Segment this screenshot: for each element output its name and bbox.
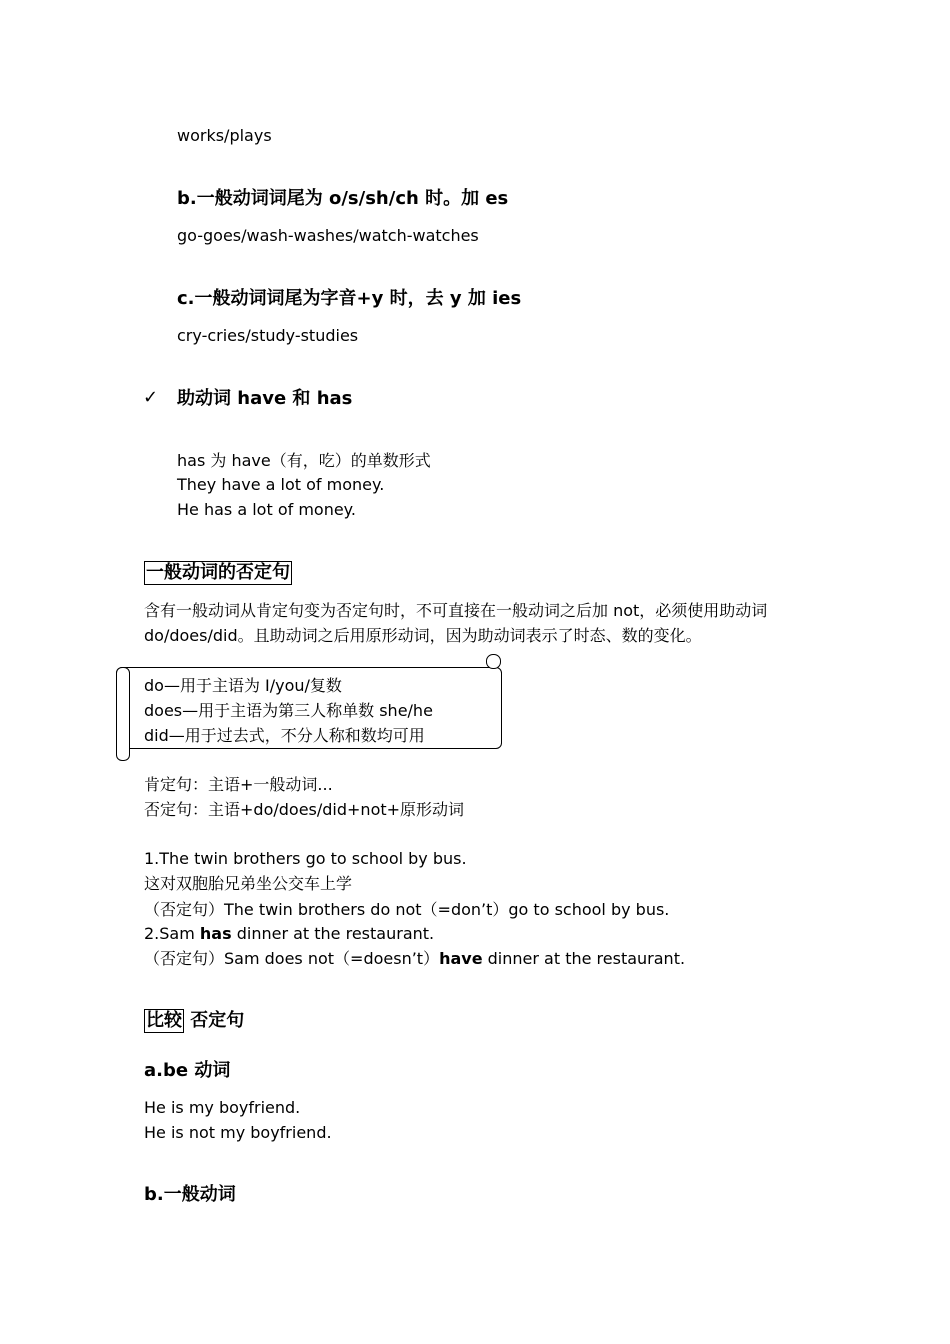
intro-line-2: do/does/did。且助动词之后用原形动词，因为助动词表示了时态、数的变化。 <box>144 626 702 645</box>
example-2-neg-pre: （否定句）Sam does not（=doesn’t） <box>144 949 440 968</box>
example-1: 1.The twin brothers go to school by bus. <box>144 849 467 868</box>
aux-heading: 助动词 have 和 has <box>177 388 353 409</box>
scroll-curl-left <box>116 667 130 761</box>
example-2 <box>144 921 434 946</box>
example-2-neg-verb: have <box>439 949 483 968</box>
scroll-content <box>144 673 433 748</box>
scroll-line-did: did—用于过去式，不分人称和数均可用 <box>144 726 425 745</box>
check-mark-icon: ✓ <box>143 387 159 408</box>
compare-a-line-2: He is not my boyfriend. <box>144 1123 332 1142</box>
compare-heading <box>144 1008 244 1034</box>
intro-line-1: 含有一般动词从肯定句变为否定句时，不可直接在一般动词之后加 not，必须使用助动词 <box>144 601 768 620</box>
scroll-curl-right <box>486 654 501 669</box>
example-2-post: dinner at the restaurant. <box>231 924 435 943</box>
scroll-line-does: does—用于主语为第三人称单数 she/he <box>144 701 433 720</box>
example-2-pre: 2.Sam <box>144 924 200 943</box>
aux-line-2: They have a lot of money. <box>177 475 385 494</box>
example-a: works/plays <box>177 126 272 145</box>
example-2-negative <box>144 946 685 971</box>
compare-boxed: 比较 <box>146 1010 182 1031</box>
example-2-neg-post: dinner at the restaurant. <box>482 949 686 968</box>
example-1-translation: 这对双胞胎兄弟坐公交车上学 <box>144 874 353 893</box>
example-1-negative: （否定句）The twin brothers do not（=don’t）go to school by bus. <box>144 900 670 919</box>
rule-negative: 否定句：主语+do/does/did+not+原形动词 <box>144 800 465 819</box>
heading-b: b.一般动词词尾为 o/s/sh/ch 时。加 es <box>177 188 509 209</box>
compare-heading-b: b.一般动词 <box>144 1184 236 1205</box>
negation-title <box>144 560 292 586</box>
aux-line-1: has 为 have（有，吃）的单数形式 <box>177 451 431 470</box>
example-c: cry-cries/study-studies <box>177 326 359 345</box>
compare-a-line-1: He is my boyfriend. <box>144 1098 301 1117</box>
aux-line-3: He has a lot of money. <box>177 500 356 519</box>
heading-c: c.一般动词词尾为字音+y 时，去 y 加 ies <box>177 288 522 309</box>
rule-affirmative: 肯定句：主语+一般动词... <box>144 775 333 794</box>
negation-title-text: 一般动词的否定句 <box>146 562 290 583</box>
compare-heading-a: a.be 动词 <box>144 1060 231 1081</box>
scroll-line-do: do—用于主语为 I/you/复数 <box>144 676 342 695</box>
compare-rest: 否定句 <box>184 1010 245 1031</box>
example-b: go-goes/wash-washes/watch-watches <box>177 226 479 245</box>
example-2-verb: has <box>199 924 232 943</box>
